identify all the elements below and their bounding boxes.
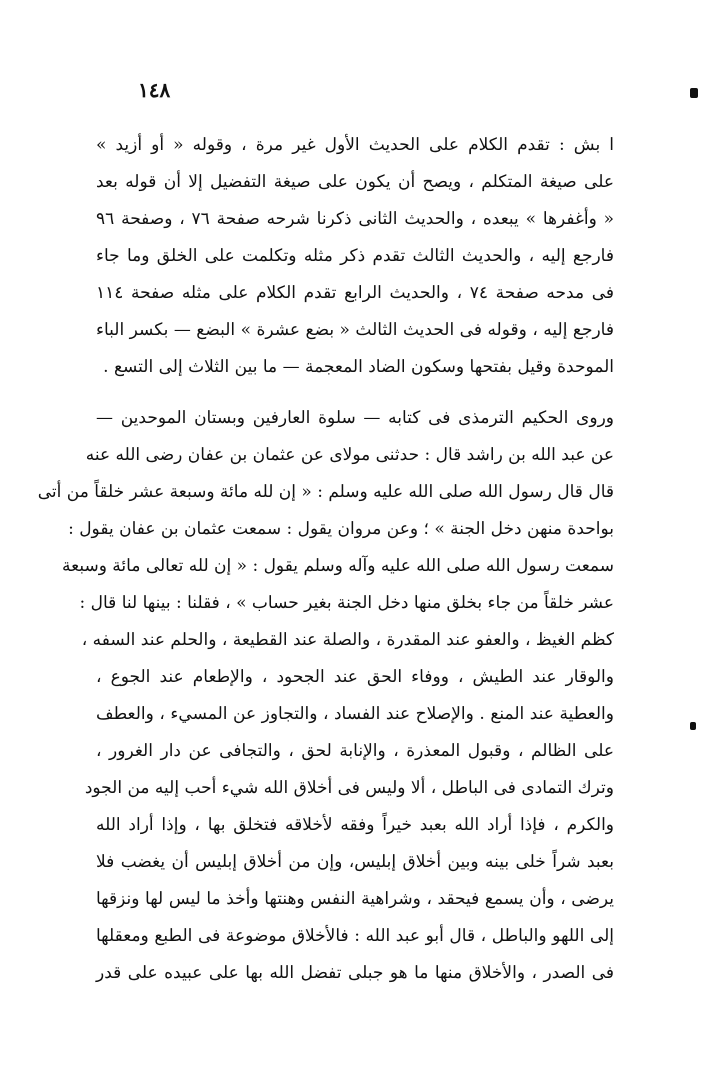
binding-edge-mark [690,88,698,98]
text-line: كظم الغيظ ، والعفو عند المقدرة ، والصلة عند القطيعة ، والحلم عند السفه ، [81,630,614,650]
text-line: الموحدة وقيل بفتحها وسكون الضاد المعجمة — ما بين الثلاث إلى التسع . [103,357,614,377]
text-line: على الظالم ، وقبول المعذرة ، والإنابة لحق ، والتجافى عن دار الغرور ، [96,741,614,761]
text-line: عن عبد الله بن راشد قال : حدثنى مولاى عن عثمان بن عفان رضى الله عنه [85,445,614,465]
text-line: فارجع إليه ، وقوله فى الحديث الثالث « بضع عشرة » البضع — بكسر الباء [96,320,614,340]
text-line: إلى اللهو والباطل ، قال أبو عبد الله : فالأخلاق موضوعة فى الطبع ومعقلها [96,926,614,946]
text-line: عشر خلقاً من جاء بخلق منها دخل الجنة بغير حساب » ، فقلنا : بينها لنا قال : [79,593,614,613]
text-line: يرضى ، وأن يسمع فيحقد ، وشراهية النفس وهنتها وأخذ ما ليس لها ونزقها [96,889,614,909]
text-line: والوقار عند الطيش ، ووفاء الحق عند الجحود ، والإطعام عند الجوع ، [96,667,614,687]
text-line: والعطية عند المنع . والإصلاح عند الفساد ، والتجاوز عن المسيء ، والعطف [96,704,614,724]
text-line: سمعت رسول الله صلى الله عليه وآله وسلم يقول : « إن لله تعالى مائة وسبعة [62,556,614,576]
text-line: قال قال رسول الله صلى الله عليه وسلم : « إن لله مائة وسبعة عشر خلقاً من أتى [37,482,614,502]
page-number: ١٤٨ [138,78,171,102]
text-line: على صيغة المتكلم ، ويصح أن يكون على صيغة التفضيل إلا أن قوله بعد [96,172,614,192]
text-line: « وأغفرها » يبعده ، والحديث الثانى ذكرنا شرحه صفحة ٧٦ ، وصفحة ٩٦ [96,209,614,229]
text-line: بعبد شراً خلى بينه وبين أخلاق إبليس، وإن من أخلاق إبليس أن يغضب فلا [96,852,614,872]
text-line: وترك التمادى فى الباطل ، ألا وليس فى أخلاق الله شيء أحب إليه من الجود [84,778,614,798]
binding-edge-mark-lower [690,722,696,730]
text-line: فارجع إليه ، والحديث الثالث تقدم ذكر مثله وتكلمت على الخلق وما جاء [96,246,614,266]
text-line: والكرم ، فإذا أراد الله بعبد خيراً وفقه لأخلاقه فتخلق بها ، وإذا أراد الله [96,815,614,835]
text-line: فى مدحه صفحة ٧٤ ، والحديث الرابع تقدم الكلام على مثله صفحة ١١٤ [96,283,614,303]
text-line: وروى الحكيم الترمذى فى كتابه — سلوة العارفين وبستان الموحدين — [96,408,614,428]
text-line: بواحدة منهن دخل الجنة » ؛ وعن مروان يقول : سمعت عثمان بن عفان يقول : [68,519,614,539]
text-line: فى الصدر ، والأخلاق منها ما هو جبلى تفضل الله بها على عبيده على قدر [96,963,614,983]
text-line: ا بش : تقدم الكلام على الحديث الأول غير مرة ، وقوله « أو أزيد » [96,135,614,155]
